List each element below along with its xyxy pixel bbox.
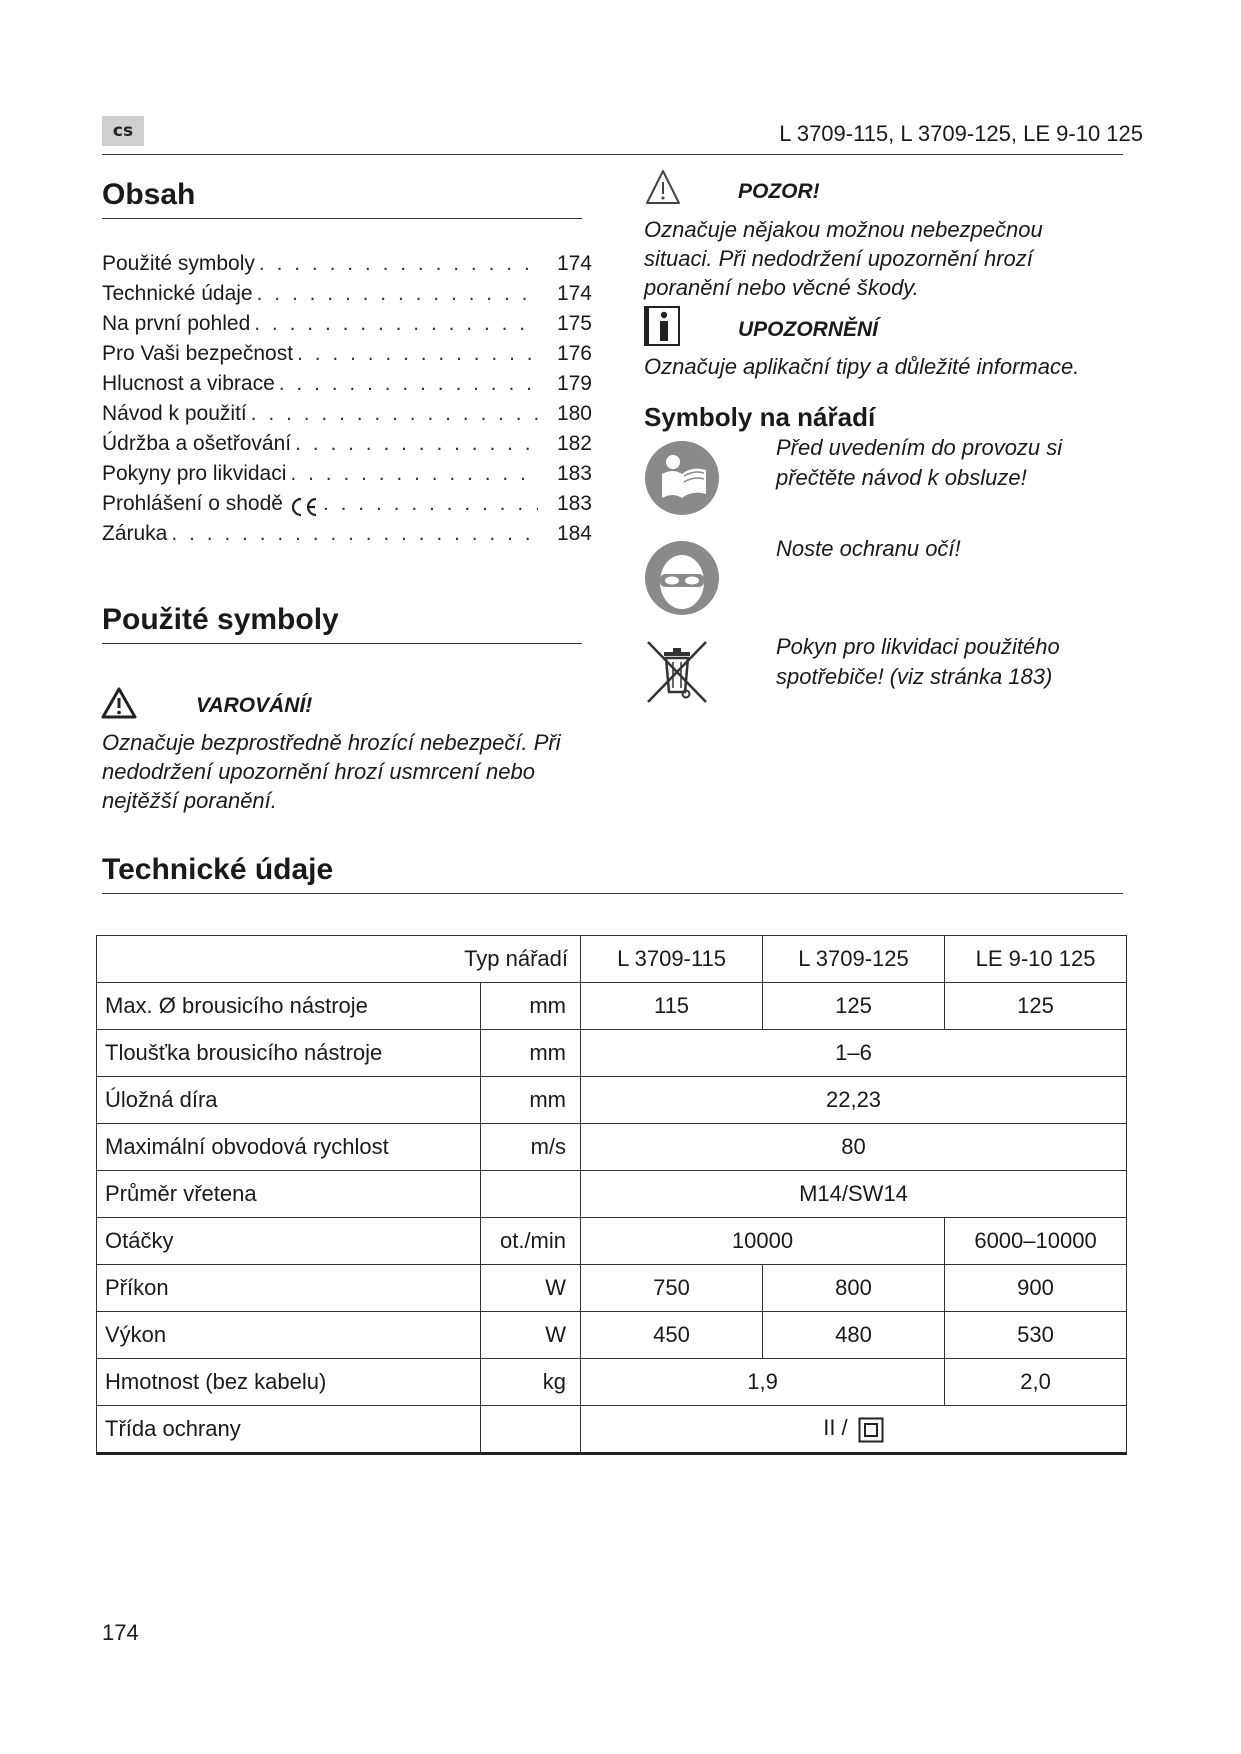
info-icon (644, 306, 680, 346)
row-unit (481, 1406, 581, 1454)
toc-entry[interactable] (102, 372, 592, 402)
notice-text: Označuje aplikační tipy a důležité informace. (644, 354, 1080, 379)
page-number: 174 (102, 1620, 139, 1645)
cell-value: M14/SW14 (581, 1171, 1127, 1218)
toc-entry-page: 183 (556, 462, 592, 485)
toc-entry[interactable] (102, 492, 592, 522)
cell-value: 1,9 (581, 1359, 945, 1406)
caution-text: Označuje nějakou možnou nebezpečnou situaci. Při nedodržení upozornění hrozí poranění nebo věcné škody. (644, 217, 1043, 300)
row-unit: mm (481, 1077, 581, 1124)
toc-leader-dots (297, 342, 538, 366)
row-unit: kg (481, 1359, 581, 1406)
toc-leader-dots (259, 252, 538, 276)
header-rule (102, 154, 1123, 155)
toc-entry-label: Prohlášení o shodě (102, 492, 283, 515)
cell-value: 1–6 (581, 1030, 1127, 1077)
header-models: L 3709-115, L 3709-125, LE 9-10 125 (779, 121, 1143, 146)
cell-value: 125 (945, 983, 1127, 1030)
warning-text: Označuje bezprostředně hrozící nebezpečí. Při nedodržení upozornění hrozí usmrcení nebo nejtěžší poranění. (102, 730, 561, 813)
cell-value: 2,0 (945, 1359, 1127, 1406)
row-label: Třída ochrany (97, 1406, 481, 1454)
model-header: LE 9-10 125 (945, 936, 1127, 983)
row-label: Úložná díra (97, 1077, 481, 1124)
cell-value: 125 (763, 983, 945, 1030)
type-label: Typ nářadí (97, 936, 581, 983)
toc-entry-label: Údržba a ošetřování (102, 432, 292, 455)
table-row (97, 1265, 1127, 1312)
cell-value: 6000–10000 (945, 1218, 1127, 1265)
table-row (97, 1077, 1127, 1124)
toc-leader-dots (171, 522, 538, 546)
cell-value: 80 (581, 1124, 1127, 1171)
tech-title-rule (102, 893, 1123, 894)
toc-entry-page: 175 (556, 312, 592, 335)
crossed-bin-icon (644, 638, 710, 706)
toc-entry[interactable] (102, 282, 592, 312)
row-label: Hmotnost (bez kabelu) (97, 1359, 481, 1406)
table-row (97, 1124, 1127, 1171)
toc-entry-page: 179 (556, 372, 592, 395)
toc-entry[interactable] (102, 432, 592, 462)
toc-entry-label: Technické údaje (102, 282, 253, 305)
toc-entry[interactable] (102, 252, 592, 282)
toc-entry-label: Záruka (102, 522, 168, 545)
read-manual-text: Před uvedením do provozu si přečtěte návod k obsluze! (776, 435, 1063, 490)
table-row (97, 983, 1127, 1030)
warning-title: VAROVÁNÍ! (196, 694, 313, 717)
row-unit: ot./min (481, 1218, 581, 1265)
toc-entry[interactable] (102, 402, 592, 432)
cell-value: 480 (763, 1312, 945, 1359)
toc-entry-label: Na první pohled (102, 312, 251, 335)
read-manual-icon (644, 440, 720, 516)
row-label: Průměr vřetena (97, 1171, 481, 1218)
table-row (97, 1406, 1127, 1454)
table-row (97, 1030, 1127, 1077)
row-unit: mm (481, 983, 581, 1030)
toc-entry-label: Hlucnost a vibrace (102, 372, 275, 395)
caution-title: POZOR! (738, 180, 820, 203)
cell-value: 22,23 (581, 1077, 1127, 1124)
cell-value: 800 (763, 1265, 945, 1312)
toc-entry-page: 174 (556, 252, 592, 275)
toc-entry-label: Použité symboly (102, 252, 255, 275)
table-row (97, 1171, 1127, 1218)
row-unit: mm (481, 1030, 581, 1077)
disposal-text: Pokyn pro likvidaci použitého spotřebiče! (viz stránka 183) (776, 634, 1060, 689)
model-header: L 3709-115 (581, 936, 763, 983)
toc-entry[interactable] (102, 462, 592, 492)
row-unit (481, 1171, 581, 1218)
row-unit: m/s (481, 1124, 581, 1171)
tech-table (96, 935, 1127, 1455)
cell-value: 10000 (581, 1218, 945, 1265)
toc-entry-label: Návod k použití (102, 402, 247, 425)
toc-entry-page: 176 (556, 342, 592, 365)
row-unit: W (481, 1265, 581, 1312)
symbols-title: Použité symboly (102, 603, 339, 636)
notice-title: UPOZORNĚNÍ (738, 318, 879, 341)
row-label: Výkon (97, 1312, 481, 1359)
toc-leader-dots (254, 312, 538, 336)
toc-leader-dots (290, 462, 538, 486)
protection-class-cell (581, 1406, 1127, 1454)
row-label: Tloušťka brousicího nástroje (97, 1030, 481, 1077)
cell-value: 115 (581, 983, 763, 1030)
cell-value: 750 (581, 1265, 763, 1312)
toc-entry-label: Pro Vaši bezpečnost (102, 342, 294, 365)
eye-protection-icon (644, 540, 720, 616)
toc-leader-dots (251, 402, 538, 426)
toc-entry-label: Pokyny pro likvidaci (102, 462, 287, 485)
toc-title: Obsah (102, 178, 196, 211)
cell-value: 530 (945, 1312, 1127, 1359)
toc-entry[interactable] (102, 312, 592, 342)
toc-entry[interactable] (102, 342, 592, 372)
toc-entry-page: 182 (556, 432, 592, 455)
toc-leader-dots (295, 432, 538, 456)
toc-leader-dots (323, 492, 538, 516)
tool-symbols-title: Symboly na nářadí (644, 402, 876, 432)
cell-value: 450 (581, 1312, 763, 1359)
row-label: Maximální obvodová rychlost (97, 1124, 481, 1171)
cell-value: II / (823, 1415, 848, 1441)
tech-title: Technické údaje (102, 853, 334, 886)
warning-triangle-icon (100, 686, 138, 720)
toc-title-rule (102, 218, 582, 219)
cell-value: 900 (945, 1265, 1127, 1312)
row-label: Příkon (97, 1265, 481, 1312)
row-unit: W (481, 1312, 581, 1359)
model-header: L 3709-125 (763, 936, 945, 983)
toc-entry-page: 174 (556, 282, 592, 305)
toc-entry-page: 184 (556, 522, 592, 545)
row-label: Max. Ø brousicího nástroje (97, 983, 481, 1030)
table-row (97, 1218, 1127, 1265)
language-badge: cs (102, 116, 144, 146)
toc-entry-page: 183 (556, 492, 592, 515)
double-insulation-icon (858, 1417, 884, 1443)
table-row (97, 936, 1127, 983)
caution-triangle-icon (644, 168, 682, 206)
table-row (97, 1359, 1127, 1406)
toc-entry[interactable] (102, 522, 592, 552)
toc-leader-dots (257, 282, 538, 306)
symbols-title-rule (102, 643, 582, 644)
toc-entry-page: 180 (556, 402, 592, 425)
table-row (97, 1312, 1127, 1359)
ce-mark-icon (289, 496, 319, 518)
toc-leader-dots (279, 372, 538, 396)
row-label: Otáčky (97, 1218, 481, 1265)
eye-protection-text: Noste ochranu očí! (776, 536, 961, 561)
